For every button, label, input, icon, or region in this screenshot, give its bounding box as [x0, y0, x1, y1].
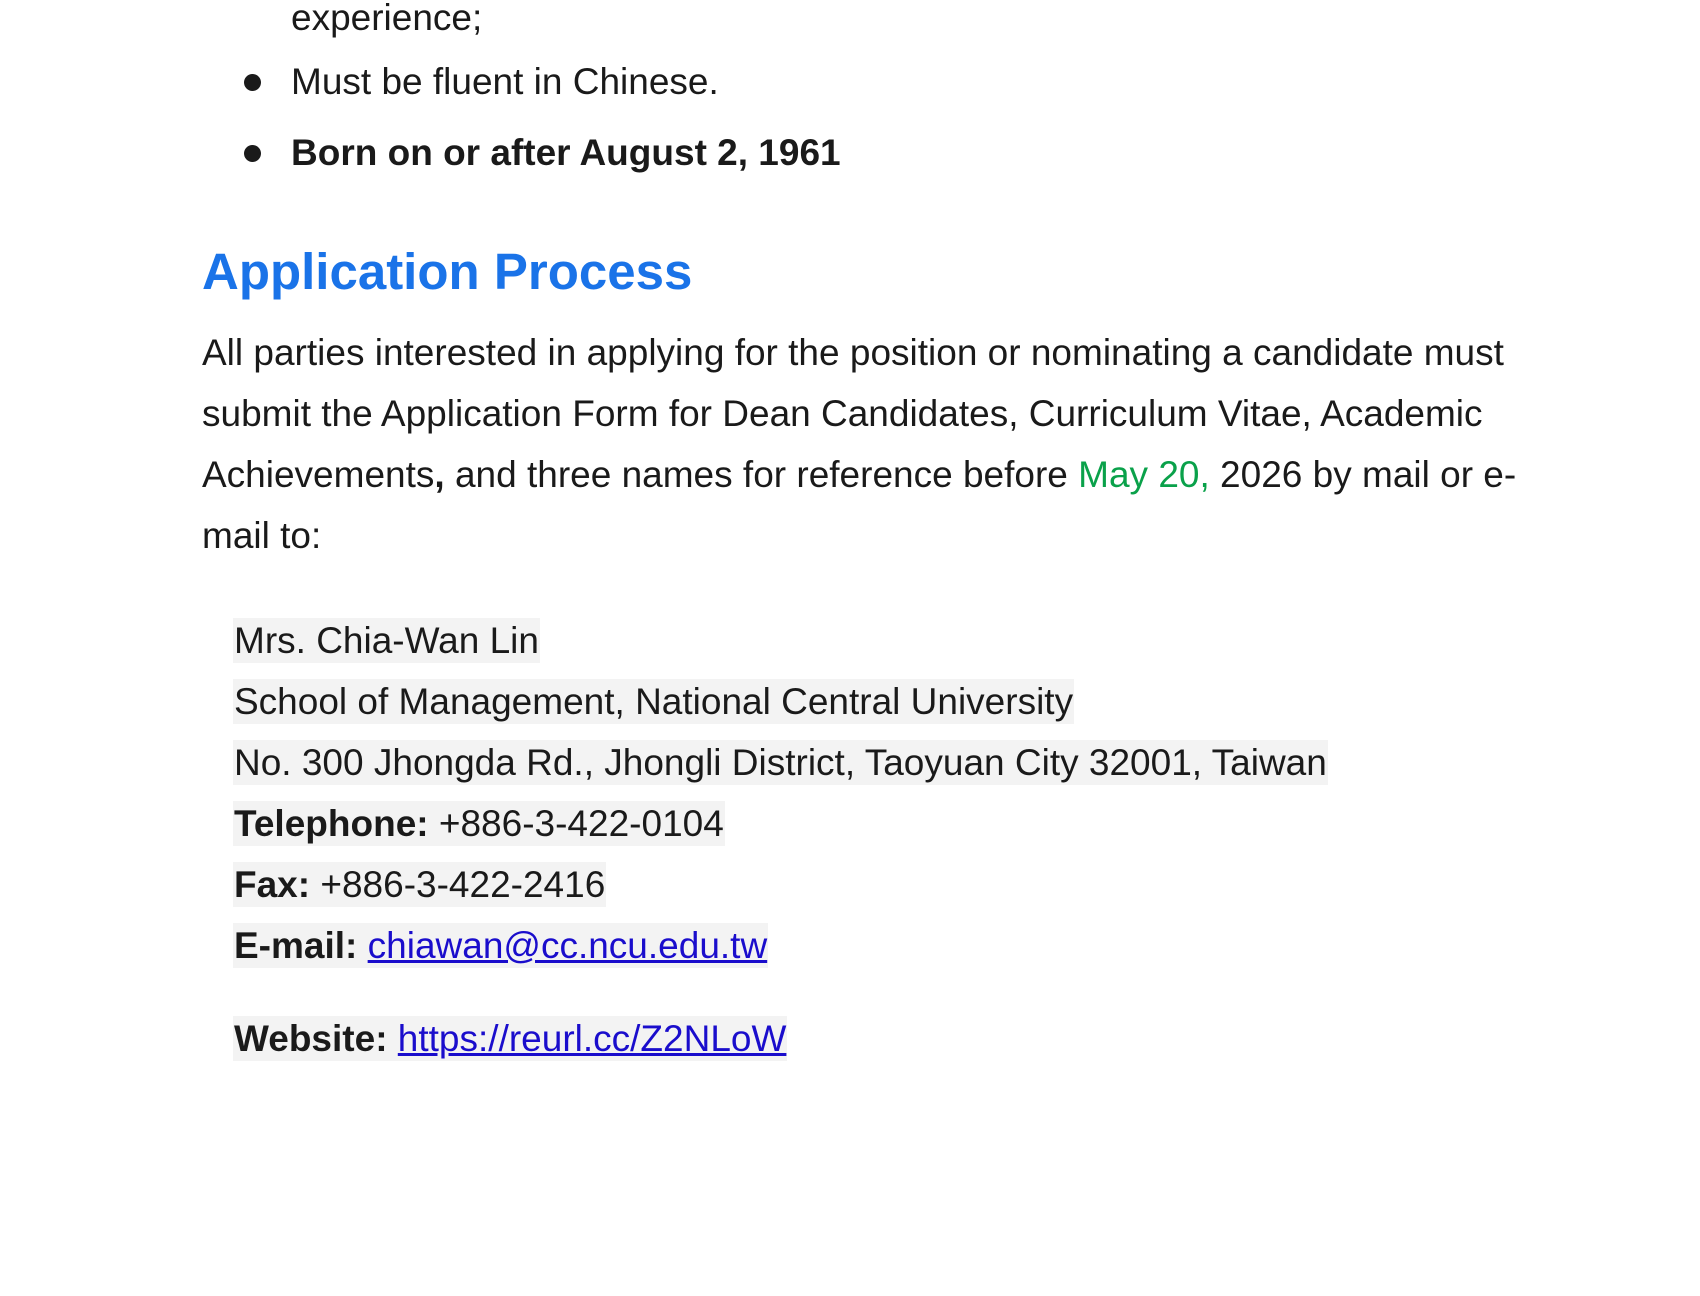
- section-title: Application Process: [202, 243, 693, 300]
- contact-fax-line: [233, 854, 1328, 915]
- website-field: [233, 1016, 787, 1061]
- contact-name-line: [233, 610, 1328, 671]
- contact-organization: School of Management, National Central University: [234, 681, 1074, 722]
- fax-value: +886-3-422-2416: [310, 864, 606, 905]
- website-link[interactable]: https://reurl.cc/Z2NLoW: [397, 1018, 787, 1059]
- telephone-field: [233, 801, 725, 846]
- bullet-dot-icon: [244, 74, 261, 91]
- email-link[interactable]: chiawan@cc.ncu.edu.tw: [367, 925, 768, 966]
- contact-website-line: [233, 1008, 1328, 1069]
- deadline-date: May 20,: [1078, 454, 1210, 495]
- contact-address-line: [233, 732, 1328, 793]
- contact-address: No. 300 Jhongda Rd., Jhongli District, Taoyuan City 32001, Taiwan: [234, 742, 1327, 783]
- contact-email-line: [233, 915, 1328, 976]
- bullet-dot-icon: [244, 145, 261, 162]
- paragraph-comma: ,: [434, 454, 445, 495]
- contact-block: [233, 610, 1328, 1069]
- fax-label: Fax:: [234, 864, 311, 905]
- bullet-continuation: experience;: [291, 0, 483, 38]
- paragraph-text: All parties interested in applying for the position or nominating a candidate must submit the Application Form for Dean Candidates, Curriculum Vitae, Academic Achievements: [202, 332, 1504, 495]
- telephone-value: +886-3-422-0104: [428, 803, 724, 844]
- contact-telephone-line: [233, 793, 1328, 854]
- paragraph-text: 2026 by mail or e-mail to:: [202, 454, 1517, 556]
- contact-organization-line: [233, 671, 1328, 732]
- contact-name: Mrs. Chia-Wan Lin: [234, 620, 539, 661]
- fax-field: [233, 862, 606, 907]
- email-field: [233, 923, 768, 968]
- website-label: Website:: [234, 1018, 388, 1059]
- bullet-text: Must be fluent in Chinese.: [291, 61, 719, 102]
- application-paragraph: [202, 322, 1522, 566]
- bullet-text: Born on or after August 2, 1961: [291, 132, 841, 173]
- telephone-label: Telephone:: [234, 803, 429, 844]
- paragraph-text: and three names for reference before: [444, 454, 1079, 495]
- email-label: E-mail:: [234, 925, 358, 966]
- spacer: [233, 976, 1328, 1008]
